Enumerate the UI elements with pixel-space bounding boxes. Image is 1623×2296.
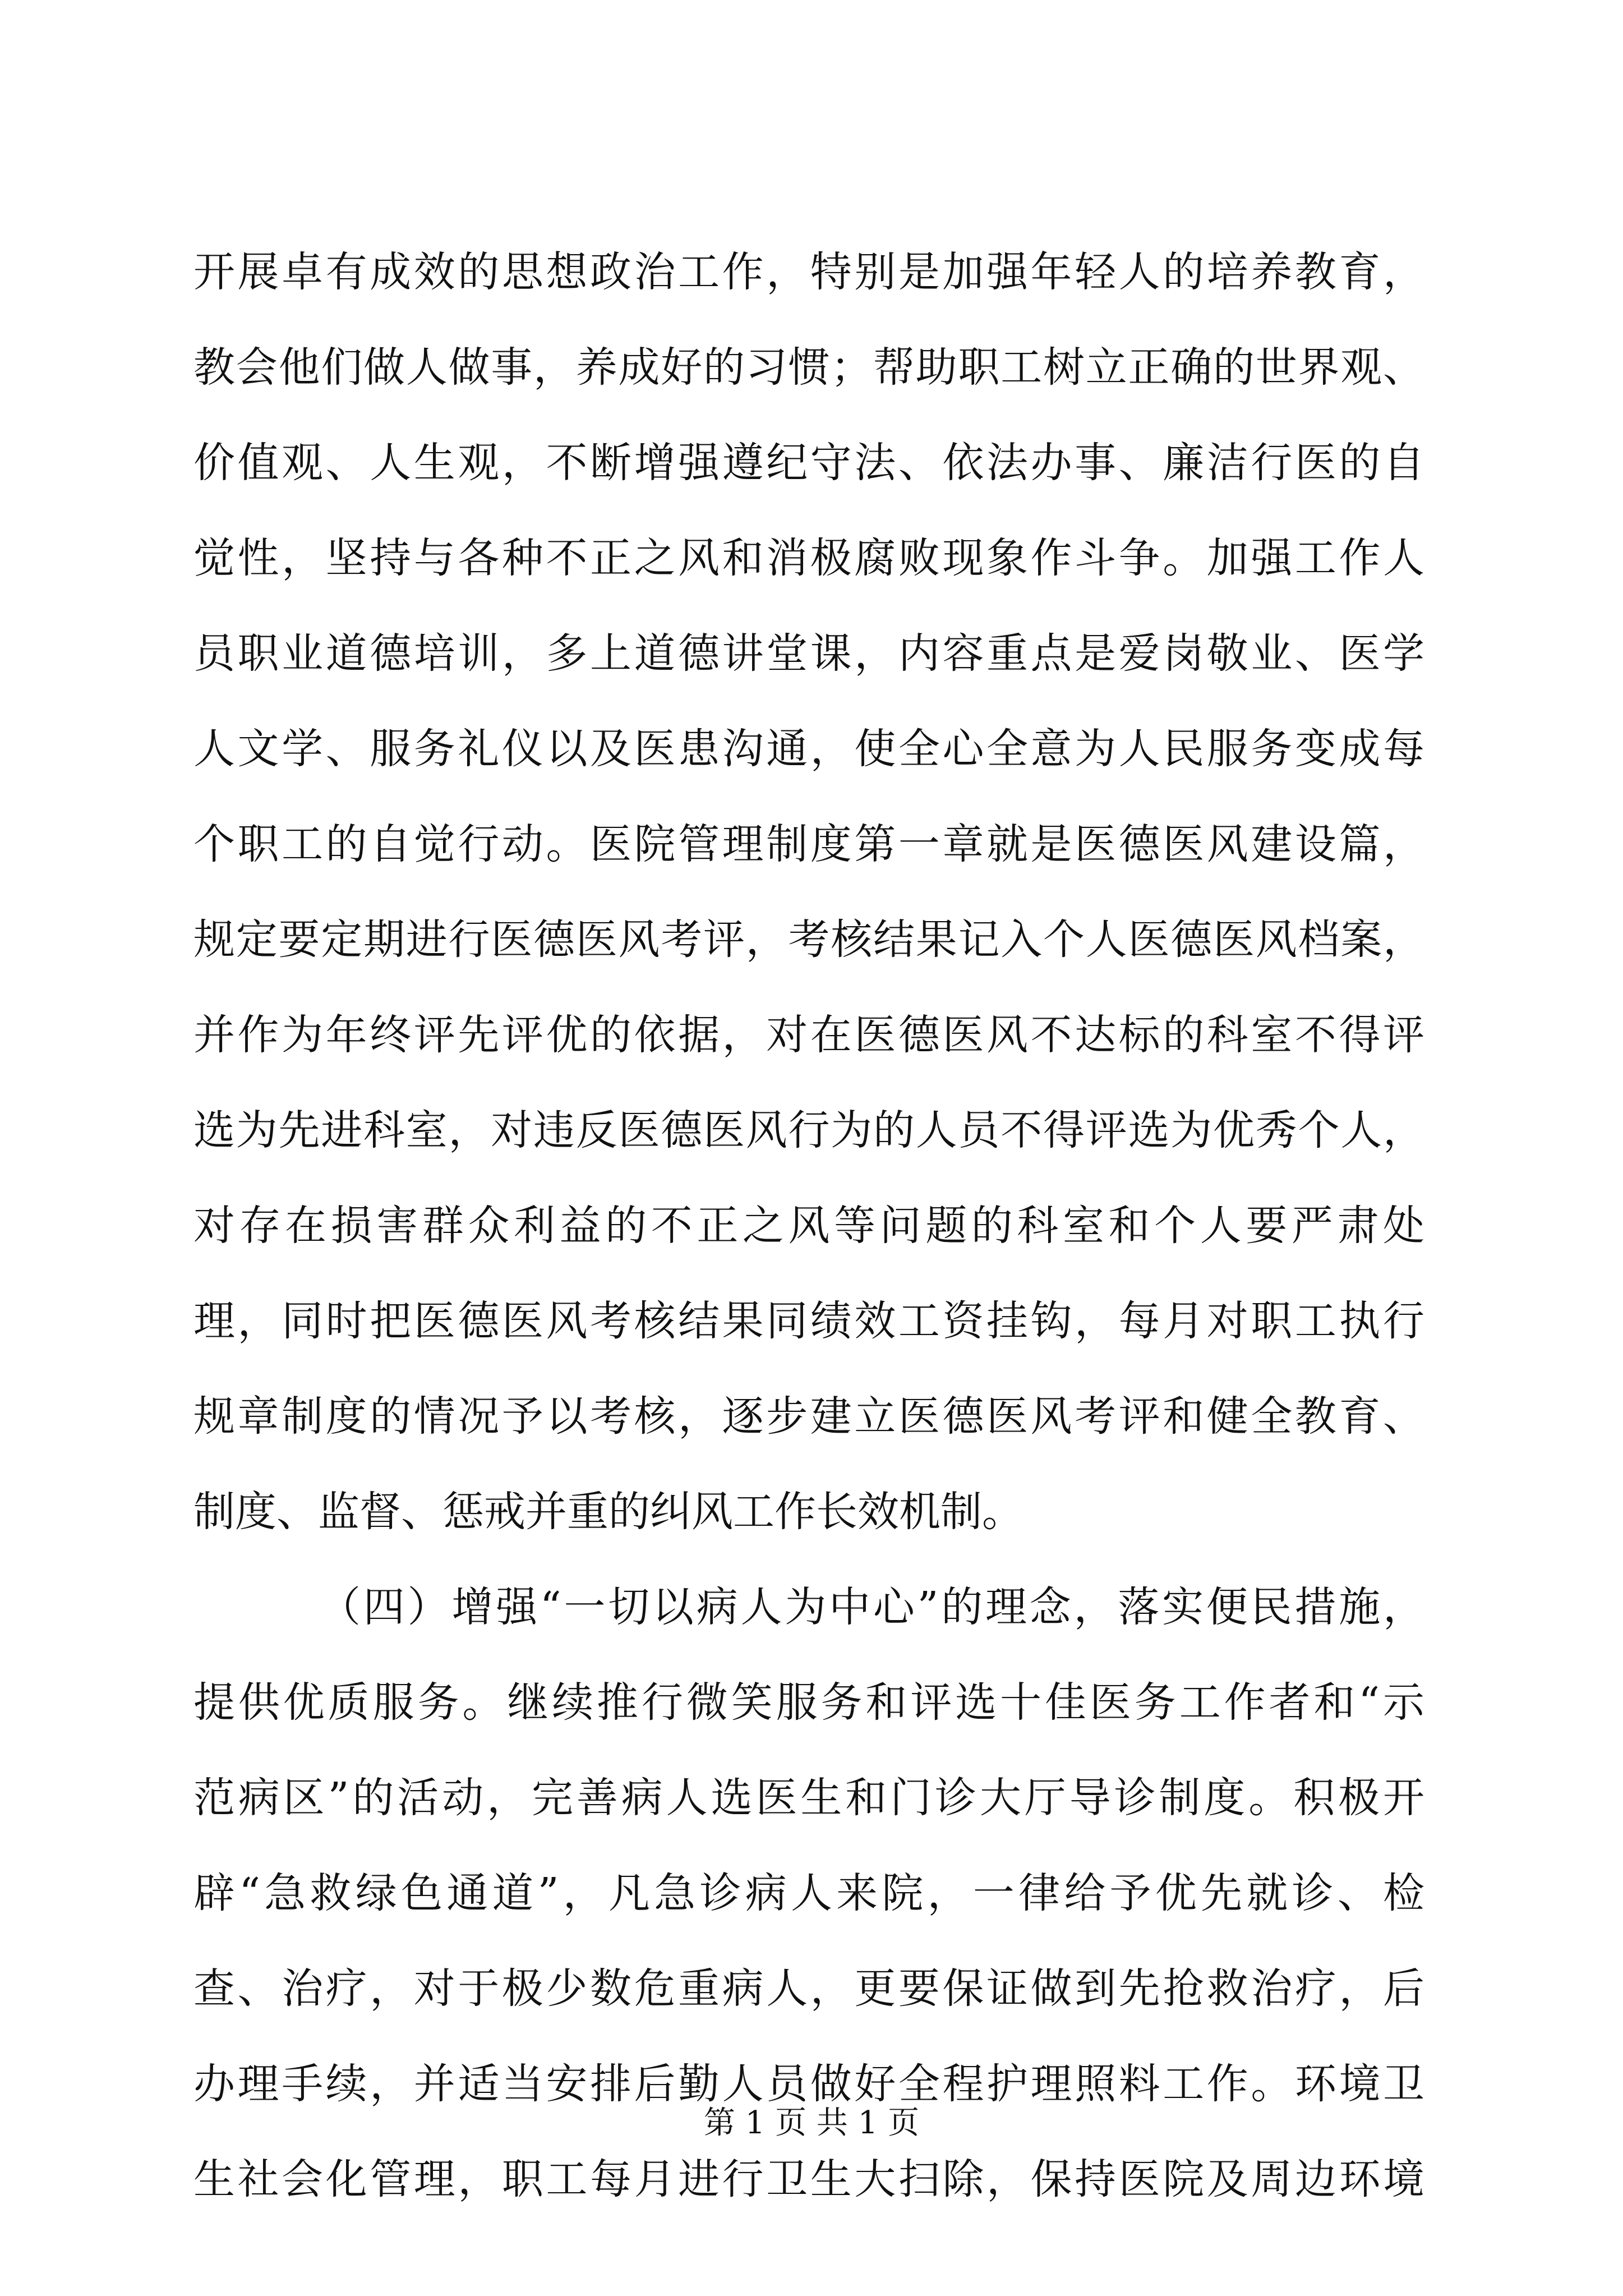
text-line: 办理手续，并适当安排后勤人员做好全程护理照料工作。环境卫 [193, 2060, 1424, 2108]
text-line: 觉性，坚持与各种不正之风和消极腐败现象作斗争。加强工作人 [193, 534, 1424, 582]
text-line: 人文学、服务礼仪以及医患沟通，使全心全意为人民服务变成每 [193, 725, 1424, 773]
text-line: 选为先进科室，对违反医德医风行为的人员不得评选为优秀个人， [193, 1106, 1424, 1154]
text-line: 提供优质服务。继续推行微笑服务和评选十佳医务工作者和“示 [193, 1678, 1424, 1727]
text-line: 价值观、人生观，不断增强遵纪守法、依法办事、廉洁行医的自 [193, 439, 1424, 487]
text-line: 制度、监督、惩戒并重的纠风工作长效机制。 [193, 1488, 1023, 1536]
text-line: 规定要定期进行医德医风考评，考核结果记入个人医德医风档案， [193, 915, 1424, 964]
text-line: 辟“急救绿色通道”，凡急诊病人来院，一律给予优先就诊、检 [193, 1869, 1424, 1917]
text-line: 个职工的自觉行动。医院管理制度第一章就是医德医风建设篇， [193, 820, 1424, 868]
text-line: 查、治疗，对于极少数危重病人，更要保证做到先抢救治疗，后 [193, 1964, 1424, 2013]
text-line: 规章制度的情况予以考核，逐步建立医德医风考评和健全教育、 [193, 1392, 1424, 1441]
text-line: 范病区”的活动，完善病人选医生和门诊大厅导诊制度。积极开 [193, 1774, 1424, 1822]
text-line: 开展卓有成效的思想政治工作，特别是加强年轻人的培养教育， [193, 248, 1424, 296]
text-line: 对存在损害群众利益的不正之风等问题的科室和个人要严肃处 [193, 1202, 1424, 1250]
text-line: 理，同时把医德医风考核结果同绩效工资挂钩，每月对职工执行 [193, 1297, 1424, 1345]
body-text [193, 224, 1424, 2227]
text-line: 生社会化管理，职工每月进行卫生大扫除，保持医院及周边环境 [193, 2155, 1424, 2203]
text-line: 员职业道德培训，多上道德讲堂课，内容重点是爱岗敬业、医学 [193, 629, 1424, 678]
page-number-footer: 第 1 页 共 1 页 [703, 2105, 920, 2141]
text-line: 教会他们做人做事，养成好的习惯；帮助职工树立正确的世界观、 [193, 343, 1424, 392]
section-heading-line: （四）增强“一切以病人为中心”的理念，落实便民措施， [319, 1583, 1424, 1631]
text-line: 并作为年终评先评优的依据，对在医德医风不达标的科室不得评 [193, 1011, 1424, 1059]
